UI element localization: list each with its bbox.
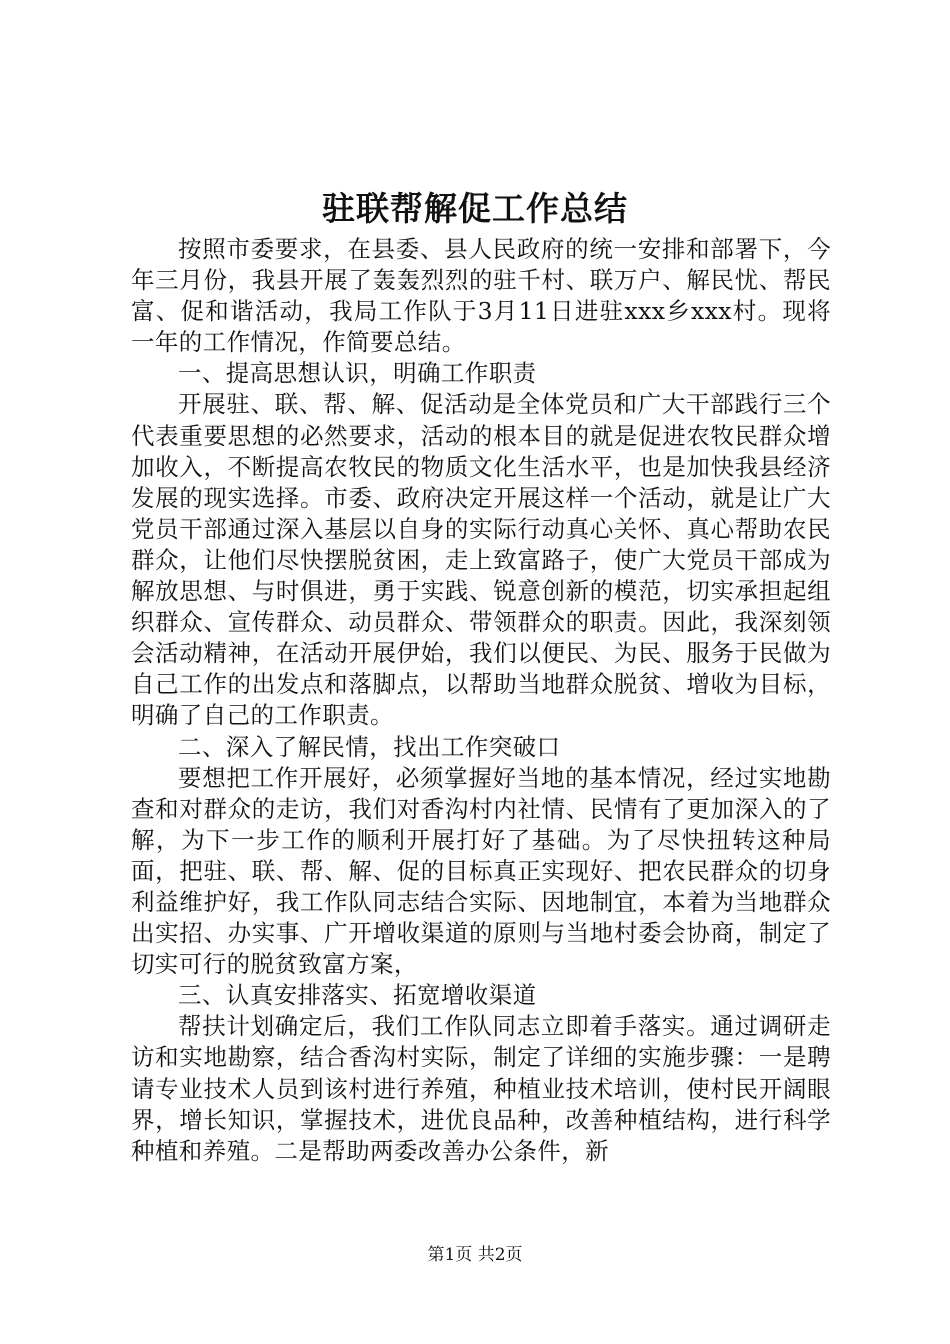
intro-paragraph: 按照市委要求，在县委、县人民政府的统一安排和部署下，今年三月份，我县开展了轰轰烈烈的驻千村、联万户、解民忧、帮民富、促和谐活动，我局工作队于3月11日进驻xxx乡xxx村。现将一年的工作情况，作简要总结。 (131, 235, 831, 357)
section-heading-3: 三、认真安排落实、拓宽增收渠道 (178, 981, 537, 1010)
section-heading-1: 一、提高思想认识，明确工作职责 (178, 359, 537, 388)
section-2-paragraph: 要想把工作开展好，必须掌握好当地的基本情况，经过实地勘查和对群众的走访，我们对香沟村内社情、民情有了更加深入的了解，为下一步工作的顺利开展打好了基础。为了尽快扭转这种局面，把驻、联、帮、解、促的目标真正实现好、把农民群众的切身利益维护好，我工作队同志结合实际、因地制宜，本着为当地群众出实招、办实事、广开增收渠道的原则与当地村委会协商，制定了切实可行的脱贫致富方案， (131, 763, 831, 979)
document-body (131, 234, 831, 1167)
section-1-paragraph: 开展驻、联、帮、解、促活动是全体党员和广大干部践行三个代表重要思想的必然要求，活动的根本目的就是促进农牧民群众增加收入，不断提高农牧民的物质文化生活水平，也是加快我县经济发展的现实选择。市委、政府决定开展这样一个活动，就是让广大党员干部通过深入基层以自身的实际行动真心关怀、真心帮助农民群众，让他们尽快摆脱贫困，走上致富路子，使广大党员干部成为解放思想、与时俱进，勇于实践、锐意创新的模范，切实承担起组织群众、宣传群众、动员群众、带领群众的职责。因此，我深刻领会活动精神，在活动开展伊始，我们以便民、为民、服务于民做为自己工作的出发点和落脚点，以帮助当地群众脱贫、增收为目标，明确了自己的工作职责。 (131, 390, 831, 730)
section-3-paragraph: 帮扶计划确定后，我们工作队同志立即着手落实。通过调研走访和实地勘察，结合香沟村实际，制定了详细的实施步骤：一是聘请专业技术人员到该村进行养殖，种植业技术培训，使村民开阔眼界，增长知识，掌握技术，进优良品种，改善种植结构，进行科学种植和养殖。二是帮助两委改善办公条件，新 (131, 1012, 831, 1165)
section-heading-2: 二、深入了解民情，找出工作突破口 (178, 732, 561, 761)
page-footer: 第1页 共2页 (427, 1245, 523, 1265)
document-title: 驻联帮解促工作总结 (322, 189, 628, 228)
